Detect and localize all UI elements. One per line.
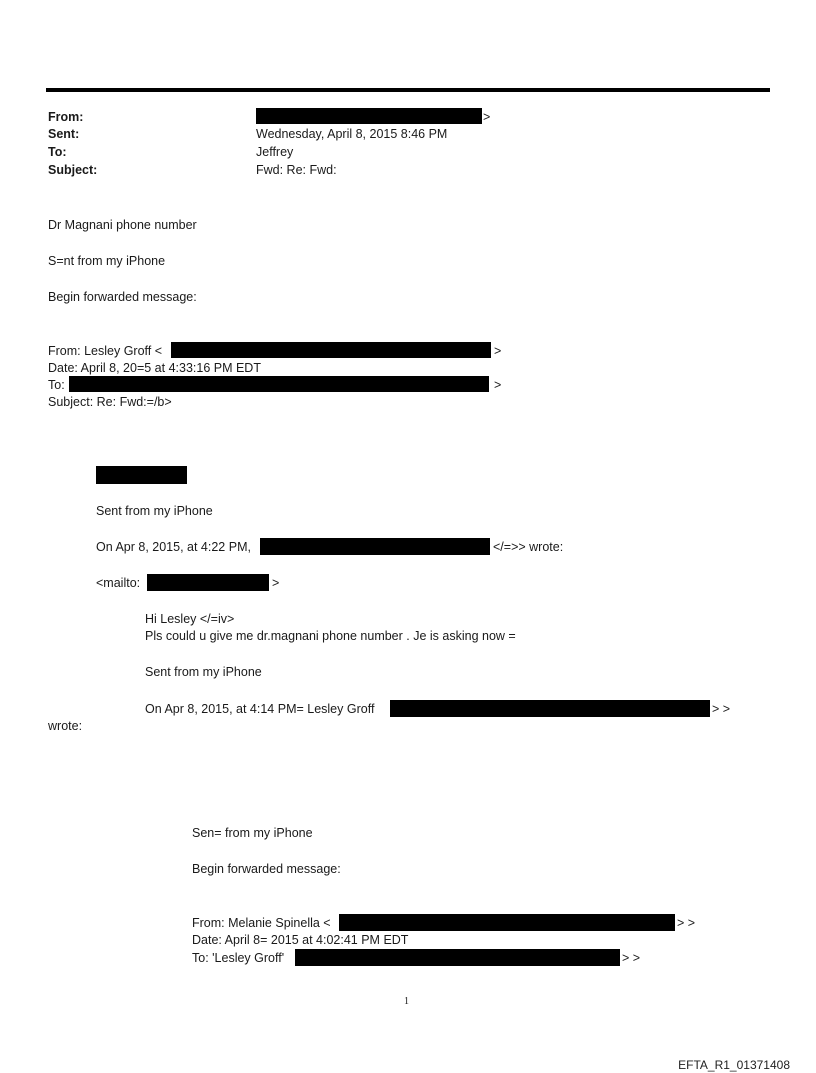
fwd-to-suffix: > > [622,951,641,965]
body-line: Dr Magnani phone number [48,218,197,232]
subject-label: Subject: [48,163,98,177]
fwd-from: From: Melanie Spinella < [192,916,331,930]
sent-value: Wednesday, April 8, 2015 8:46 PM [256,127,448,141]
to-value: Jeffrey [256,145,294,159]
from-suffix: > [483,110,491,124]
redaction-block [96,466,187,484]
from-label: From: [48,110,84,124]
sent-label: Sent: [48,127,80,141]
header-rule [46,88,770,92]
redaction-block [147,574,269,591]
reply-wrote: wrote: [48,719,83,733]
fwd-from-suffix: > [494,344,502,358]
redaction-block [339,914,675,931]
fwd-to: To: [48,378,65,392]
subject-value: Fwd: Re: Fwd: [256,163,337,177]
reply-begin: Begin forwarded message: [192,862,341,876]
to-label: To: [48,145,67,159]
reply-sent: Sen= from my iPhone [192,826,313,840]
mailto-prefix: <mailto: [96,576,141,590]
redaction-block [171,342,491,358]
reply-on-suffix: </=>> wrote: [493,540,564,554]
reply-hi: Hi Lesley </=iv> [145,612,235,626]
fwd-from: From: Lesley Groff < [48,344,163,358]
redaction-block [260,538,490,555]
reply-sent: Sent from my iPhone [96,504,213,518]
page-number: 1 [404,996,409,1007]
reply-sent: Sent from my iPhone [145,665,262,679]
fwd-subject: Subject: Re: Fwd:=/b> [48,395,172,409]
document-id: EFTA_R1_01371408 [678,1058,790,1072]
fwd-to: To: 'Lesley Groff' [192,951,285,965]
reply-on-suffix: > > [712,702,731,716]
fwd-date: Date: April 8= 2015 at 4:02:41 PM EDT [192,933,409,947]
mailto-suffix: > [272,576,280,590]
fwd-to-suffix: > [494,378,502,392]
body-line: Begin forwarded message: [48,290,197,304]
reply-on-prefix: On Apr 8, 2015, at 4:14 PM= Lesley Groff [145,702,375,716]
reply-on-prefix: On Apr 8, 2015, at 4:22 PM, [96,540,251,554]
redaction-block [295,949,620,966]
body-line: S=nt from my iPhone [48,254,166,268]
redaction-block [69,376,489,392]
reply-pls: Pls could u give me dr.magnani phone number . Je is asking now = [145,629,516,643]
fwd-from-suffix: > > [677,916,696,930]
redaction-block [390,700,710,717]
redaction-block [256,108,482,124]
fwd-date: Date: April 8, 20=5 at 4:33:16 PM EDT [48,361,261,375]
